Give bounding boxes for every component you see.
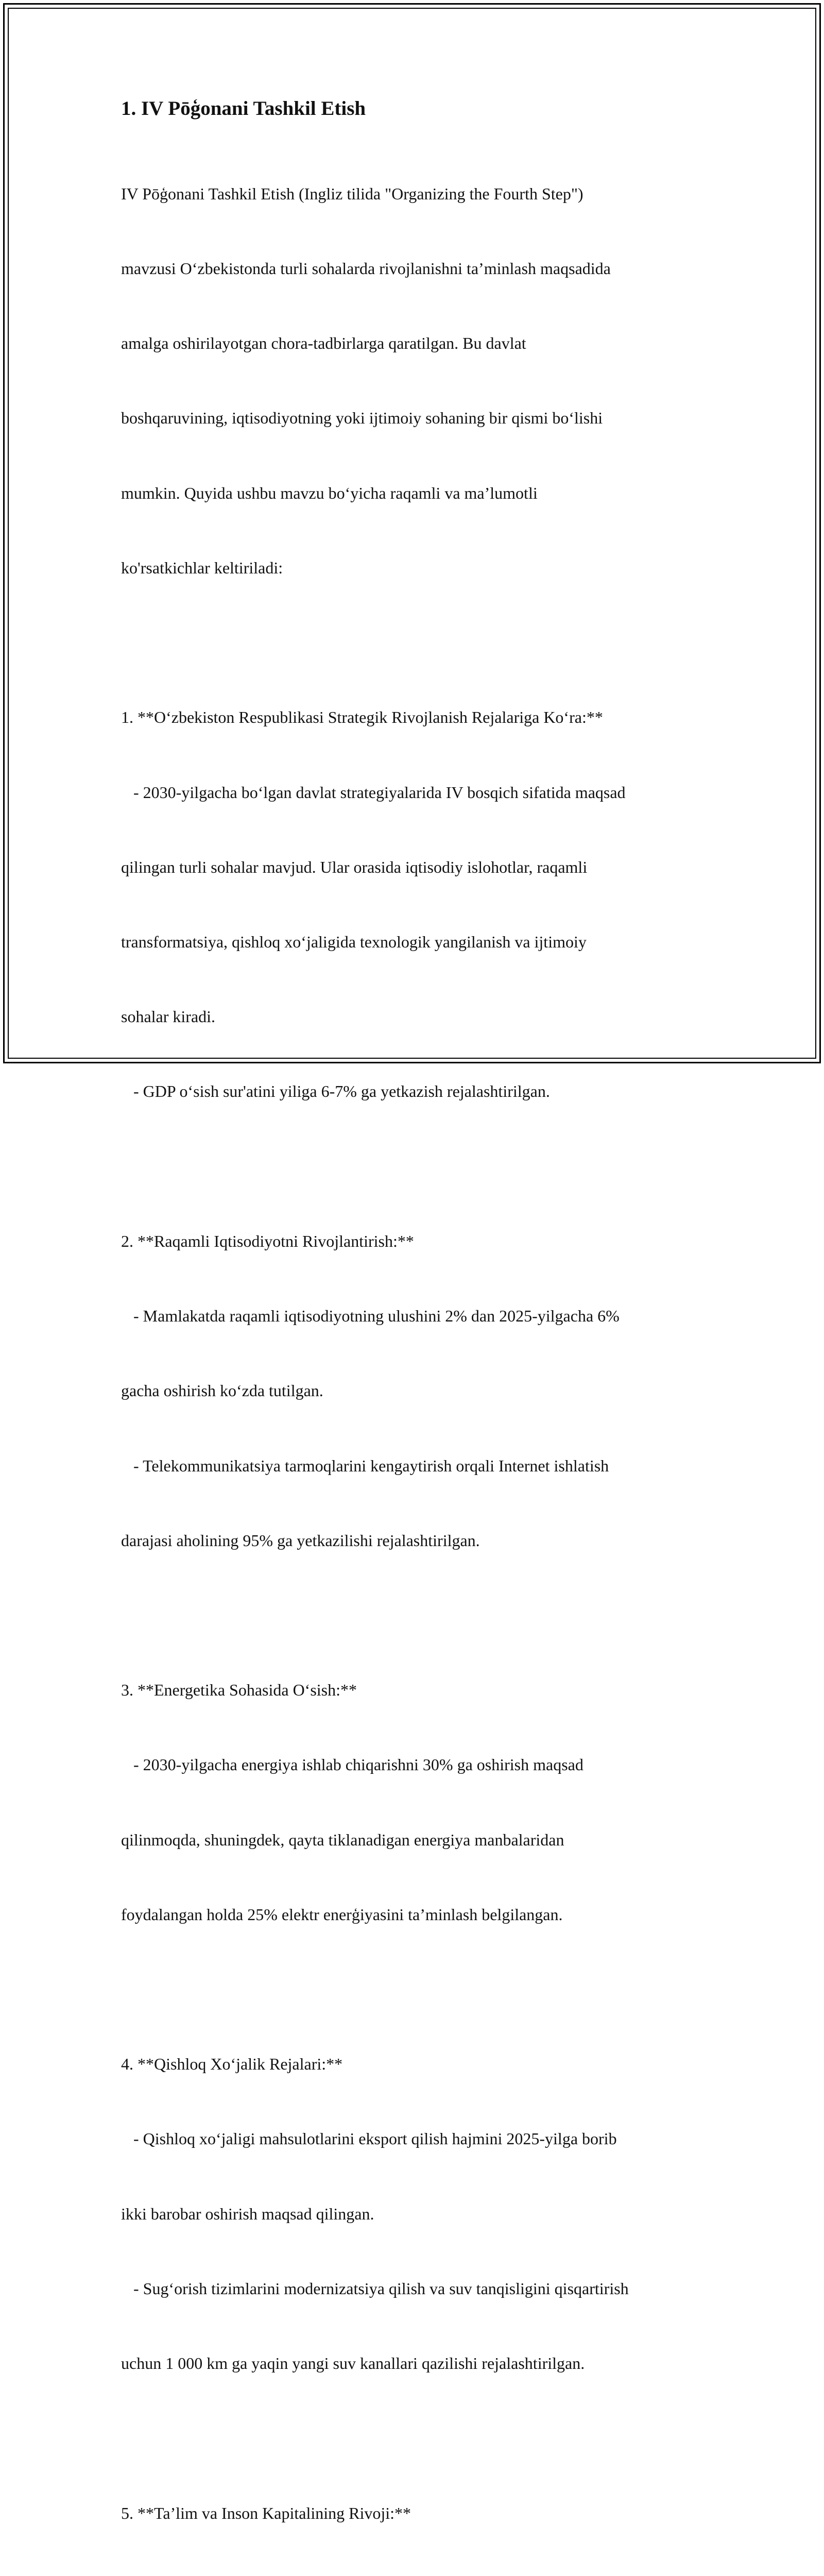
section-digital-economy <box>121 1179 713 1603</box>
section-line: transformatsiya, qishloq xoʻjaligida texnologik yangilanish va ijtimoiy <box>121 932 587 951</box>
section-line: uchun 1 000 km ga yaqin yangi suv kanallari qazilishi rejalashtirilgan. <box>121 2354 585 2373</box>
section-line: - 2030-yilgacha energiya ishlab chiqarishni 30% ga oshirish maqsad <box>121 1755 583 1774</box>
section-line: - Telekommunikatsiya tarmoqlarini kengaytirish orqali Internet ishlatish <box>121 1456 609 1475</box>
section-line: qilinmoqda, shuningdek, qayta tiklanadigan energiya manbalaridan <box>121 1830 564 1849</box>
paragraph-gap <box>121 2426 713 2450</box>
section-line: darajasi aholining 95% ga yetkazilishi rejalashtirilgan. <box>121 1531 480 1550</box>
section-heading: 5. **Taʼlim va Inson Kapitalining Rivoji:** <box>121 2503 411 2522</box>
document-body <box>121 95 713 2576</box>
section-education <box>121 2451 713 2576</box>
intro-line: ko'rsatkichlar keltiriladi: <box>121 558 283 577</box>
section-line: - Sugʻorish tizimlarini modernizatsiya qilish va suv tanqisligini qisqartirish <box>121 2279 629 2298</box>
intro-line: mavzusi Oʻzbekistonda turli sohalarda rivojlanishni taʼminlash maqsadida <box>121 259 611 278</box>
paragraph-gap <box>121 1154 713 1179</box>
paragraph-gap <box>121 630 713 655</box>
intro-line: mumkin. Quyida ushbu mavzu boʻyicha raqamli va maʼlumotli <box>121 483 538 502</box>
section-agriculture <box>121 2002 713 2426</box>
intro-line: IV Pōģonani Tashkil Etish (Ingliz tilida "Organizing the Fourth Step") <box>121 184 583 203</box>
section-heading: 2. **Raqamli Iqtisodiyotni Rivojlantirish:** <box>121 1231 414 1250</box>
section-line: - 2030-yilgacha boʻlgan davlat strategiyalarida IV bosqich sifatida maqsad <box>121 783 626 802</box>
document-title: 1. IV Pōģonani Tashkil Etish <box>121 97 366 120</box>
section-line: foydalangan holda 25% elektr enerģiyasini taʼminlash belgilangan. <box>121 1905 563 1924</box>
section-line: - GDP oʻsish sur'atini yiliga 6-7% ga yetkazish rejalashtirilgan. <box>121 1082 550 1101</box>
paragraph-gap <box>121 1977 713 2002</box>
section-line: - Mamlakatda raqamli iqtisodiyotning ulushini 2% dan 2025-yilgacha 6% <box>121 1307 620 1326</box>
section-line: gacha oshirish koʻzda tutilgan. <box>121 1381 323 1400</box>
intro-line: boshqaruvining, iqtisodiyotning yoki ijtimoiy sohaning bir qismi boʻlishi <box>121 409 603 428</box>
intro-paragraph <box>121 131 713 630</box>
section-heading: 3. **Energetika Sohasida Oʻsish:** <box>121 1681 357 1700</box>
section-energy <box>121 1628 713 1977</box>
section-heading: 4. **Qishloq Xoʻjalik Rejalari:** <box>121 2055 343 2074</box>
section-strategic-plans <box>121 655 713 1154</box>
intro-line: amalga oshirilayotgan chora-tadbirlarga qaratilgan. Bu davlat <box>121 334 526 353</box>
section-line: ikki barobar oshirish maqsad qilingan. <box>121 2204 374 2223</box>
paragraph-gap <box>121 1603 713 1628</box>
section-line: qilingan turli sohalar mavjud. Ular orasida iqtisodiy islohotlar, raqamli <box>121 857 588 876</box>
section-heading: 1. **Oʻzbekiston Respublikasi Strategik Rivojlanish Rejalariga Koʻra:** <box>121 708 603 727</box>
section-line: - Qishloq xoʻjaligi mahsulotlarini eksport qilish hajmini 2025-yilga borib <box>121 2129 617 2148</box>
section-line: sohalar kiradi. <box>121 1007 216 1026</box>
